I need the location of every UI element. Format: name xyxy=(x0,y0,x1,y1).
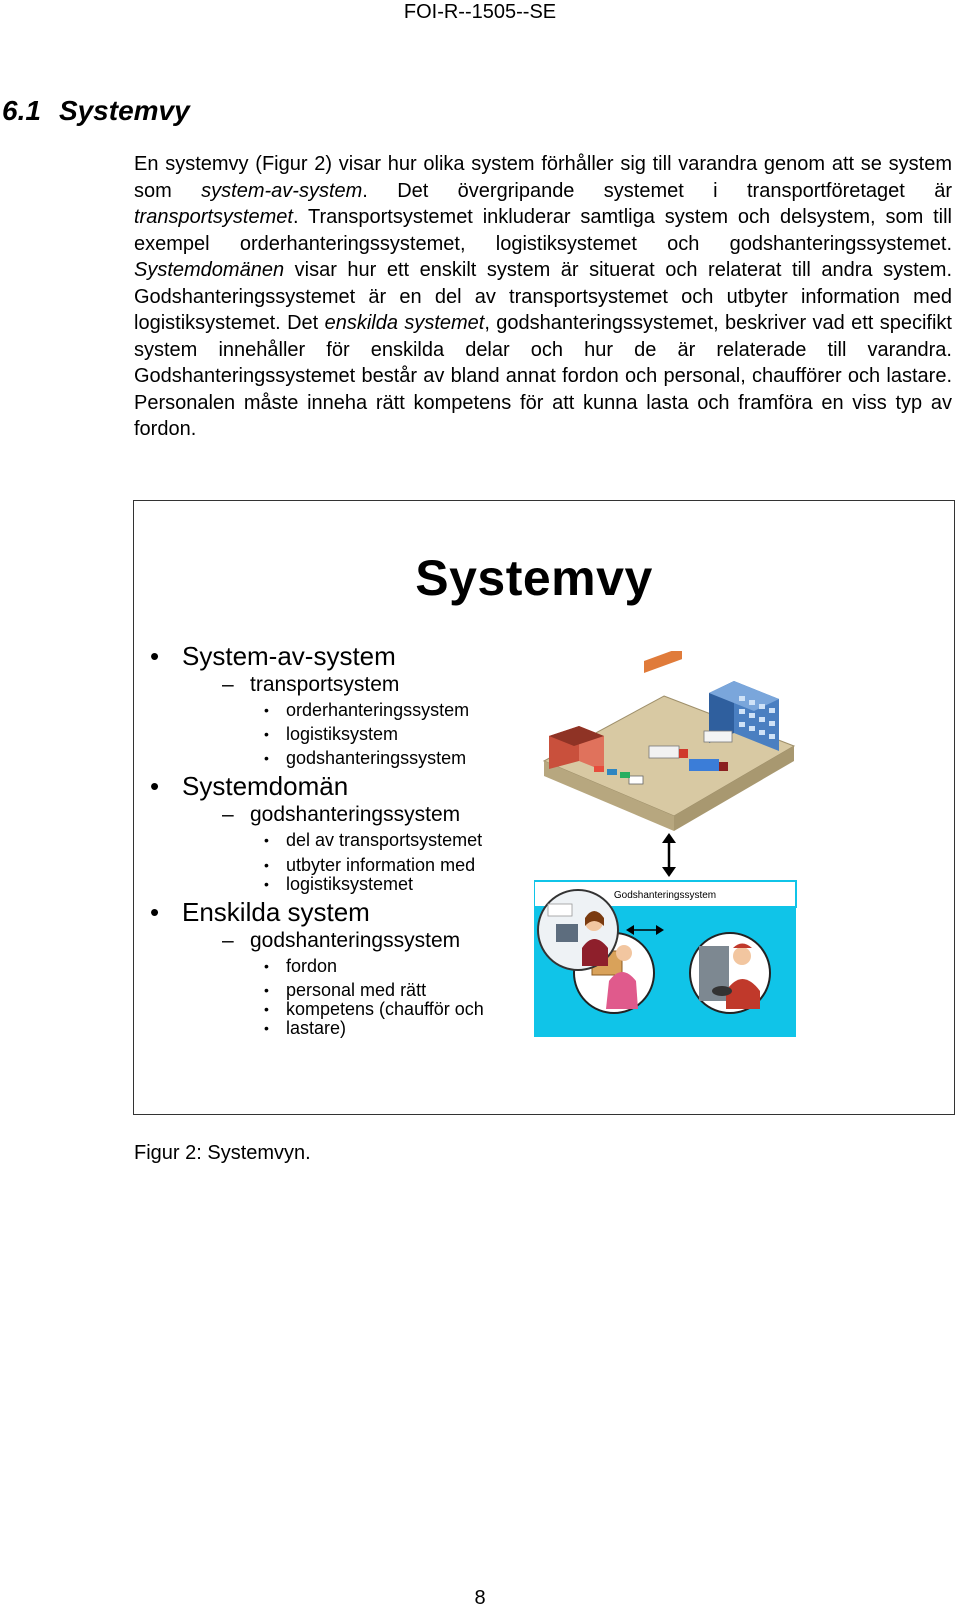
item-godshanteringssystem: • godshanteringssystem xyxy=(286,749,466,768)
item-del-av-transportsystemet: • del av transportsystemet xyxy=(286,831,482,850)
slide-title: Systemvy xyxy=(415,550,653,606)
item-utbyter-information-cont: • logistiksystemet xyxy=(286,875,413,894)
sub-bullet-transportsystem: – transportsystem xyxy=(250,673,399,697)
paragraph-italic-run: Systemdomänen xyxy=(134,259,285,281)
item-personal-cont-1: • kompetens (chaufför och xyxy=(286,1000,484,1019)
section-title: Systemvy xyxy=(58,95,190,126)
paragraph-italic-run: enskilda systemet xyxy=(324,312,485,334)
horizontal-double-arrow-icon xyxy=(626,925,664,935)
bullet-enskilda-system: • Enskilda system xyxy=(182,897,370,928)
paragraph-run: En systemvy (Figur 2) visar hur olika system förhåller sig till varandra genom att se system som xyxy=(134,153,952,202)
paragraph-italic-run: system-av-system xyxy=(201,179,363,202)
figure-systemvy xyxy=(133,500,955,1115)
bullet-systemdoman: • Systemdomän xyxy=(182,771,348,802)
bullet-system-av-system: • System-av-system xyxy=(182,641,396,672)
body-paragraph xyxy=(134,151,952,443)
paragraph-run: . Det övergripande systemet i transportföretaget är xyxy=(362,179,953,202)
item-personal: • personal med rätt xyxy=(286,981,426,1000)
driver-person-icon xyxy=(690,933,770,1013)
item-orderhanteringssystem: • orderhanteringssystem xyxy=(286,701,469,720)
vertical-double-arrow-icon xyxy=(662,833,676,877)
item-personal-cont-2: • lastare) xyxy=(286,1019,346,1038)
paragraph-run: , godshanteringssystemet, beskriver vad ett specifikt system innehåller för enskilda delar och hur de är relaterade till varandra. Godshanteringssystemet består av bland annat fordon och personal, chaufförer och lastare. Personalen måste inneha rätt kompetens för att kunna lasta och framföra en viss typ av fordon. xyxy=(134,312,952,440)
report-id-header: FOI-R--1505--SE xyxy=(403,1,557,23)
paragraph-run: visar hur ett enskilt system är situerat och relaterat till andra system. Godshanteringssystemet är en del av transportsystemet och utbyter information med logistiksystemet. Det xyxy=(134,259,952,334)
paragraph-italic-run: transportsystemet xyxy=(134,206,293,228)
office-worker-illustration xyxy=(534,886,674,986)
section-heading xyxy=(2,94,190,128)
item-logistiksystem: • logistiksystem xyxy=(286,725,398,744)
sub-bullet-godshanteringssystem-2: – godshanteringssystem xyxy=(250,929,460,953)
item-utbyter-information: • utbyter information med xyxy=(286,856,475,875)
office-worker-icon xyxy=(538,890,618,970)
section-number: 6.1 xyxy=(2,95,41,126)
item-fordon: • fordon xyxy=(286,957,337,976)
figure-caption: Figur 2: Systemvyn. xyxy=(134,1142,311,1164)
page-number: 8 xyxy=(474,1587,486,1609)
sub-bullet-godshanteringssystem: – godshanteringssystem xyxy=(250,803,460,827)
paragraph-run: . Transportsystemet inkluderar samtliga system och delsystem, som till exempel orderhanteringssystemet, logistiksystemet och godshanteringssystemet. xyxy=(134,206,952,255)
panel-label: Godshanteringssystem xyxy=(613,890,717,901)
logistics-yard-illustration xyxy=(544,651,794,831)
